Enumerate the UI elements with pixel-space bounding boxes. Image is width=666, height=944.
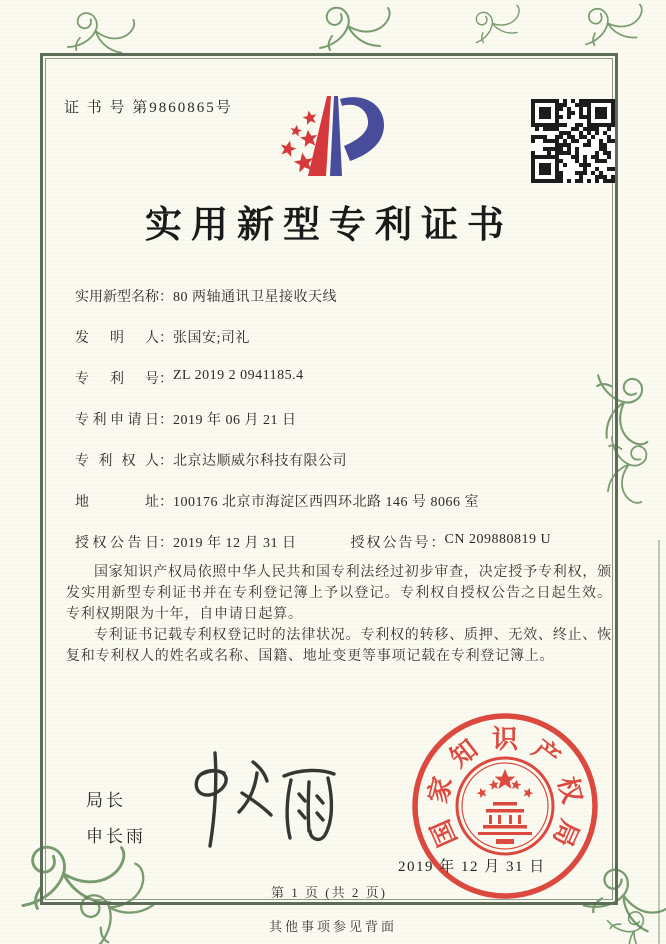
- field-label: 地址: [75, 495, 159, 510]
- field-label: 实用新型名称: [75, 290, 159, 305]
- field-label: 专利权人: [75, 454, 159, 469]
- field-value: CN 209880819 U: [444, 532, 552, 547]
- field-label: 授权公告号: [350, 536, 431, 551]
- director-block: [86, 786, 146, 858]
- field-label: 专利号: [75, 372, 159, 387]
- field-colon: ：: [159, 413, 173, 428]
- certificate-number: 证 书 号 第9860865号: [64, 100, 233, 116]
- field-colon: ：: [159, 536, 173, 551]
- field-row-address: [75, 491, 595, 513]
- field-label: 发明人: [75, 331, 159, 346]
- field-list: [75, 286, 595, 573]
- field-row-patentee: [75, 450, 595, 472]
- field-row-name: [75, 286, 595, 308]
- field-row-patent-number: [75, 368, 595, 390]
- field-value: 张国安;司礼: [173, 331, 250, 346]
- field-row-grant: [75, 532, 595, 554]
- legal-paragraph-2: 专利证书记载专利权登记时的法律状况。专利权的转移、质押、无效、终止、恢复和专利权人的姓名或名称、国籍、地址变更等事项记载在专利登记簿上。: [66, 628, 612, 664]
- field-label: 授权公告日: [75, 536, 159, 551]
- svg-text:国: 国: [425, 815, 463, 851]
- field-colon: ：: [159, 372, 173, 387]
- national-emblem-icon: [457, 758, 553, 854]
- legal-paragraph-1: 国家知识产权局依照中华人民共和国专利法经过初步审查，决定授予专利权，颁发实用新型专利证书并在专利登记簿上予以登记。专利权自授权公告之日起生效。专利权期限为十年，自申请日起算。: [66, 565, 612, 622]
- field-value: 北京达顺威尔科技有限公司: [173, 454, 347, 469]
- legal-text: [66, 562, 612, 667]
- svg-text:家: 家: [423, 773, 458, 807]
- field-value: ZL 2019 2 0941185.4: [173, 368, 304, 383]
- back-side-note: 其他事项参见背面: [268, 919, 397, 934]
- field-colon: ：: [159, 331, 173, 346]
- seal-text-arc: [423, 725, 587, 851]
- field-colon: ：: [159, 454, 173, 469]
- grant-date-pair: [75, 532, 347, 552]
- qr-code-icon: [531, 99, 615, 183]
- grant-number-pair: [351, 532, 552, 552]
- director-title: 局长: [86, 791, 126, 810]
- field-value: 2019 年 06 月 21 日: [173, 413, 297, 428]
- field-colon: ：: [430, 536, 445, 551]
- seal-date: 2019 年 12 月 31 日: [398, 859, 546, 875]
- svg-text:识: 识: [491, 725, 519, 754]
- svg-text:权: 权: [552, 773, 587, 807]
- field-row-filing-date: [75, 409, 595, 431]
- cnipa-official-seal-icon: [405, 706, 605, 906]
- cnipa-logo-icon: [268, 90, 400, 190]
- field-colon: ：: [159, 495, 173, 510]
- page-indicator: 第 1 页 (共 2 页): [271, 885, 387, 900]
- svg-text:知: 知: [444, 734, 484, 774]
- director-name: 申长雨: [86, 827, 146, 846]
- field-row-inventor: [75, 327, 595, 349]
- certificate-title: 实用新型专利证书: [145, 205, 513, 246]
- field-colon: ：: [159, 290, 173, 305]
- field-label: 专利申请日: [75, 413, 159, 428]
- field-value: 100176 北京市海淀区西四环北路 146 号 8066 室: [173, 495, 479, 510]
- svg-text:产: 产: [526, 734, 566, 774]
- field-value: 80 两轴通讯卫星接收天线: [173, 290, 337, 305]
- field-value: 2019 年 12 月 31 日: [173, 536, 297, 551]
- svg-text:局: 局: [547, 815, 585, 851]
- shen-changyu-signature-icon: [172, 746, 352, 854]
